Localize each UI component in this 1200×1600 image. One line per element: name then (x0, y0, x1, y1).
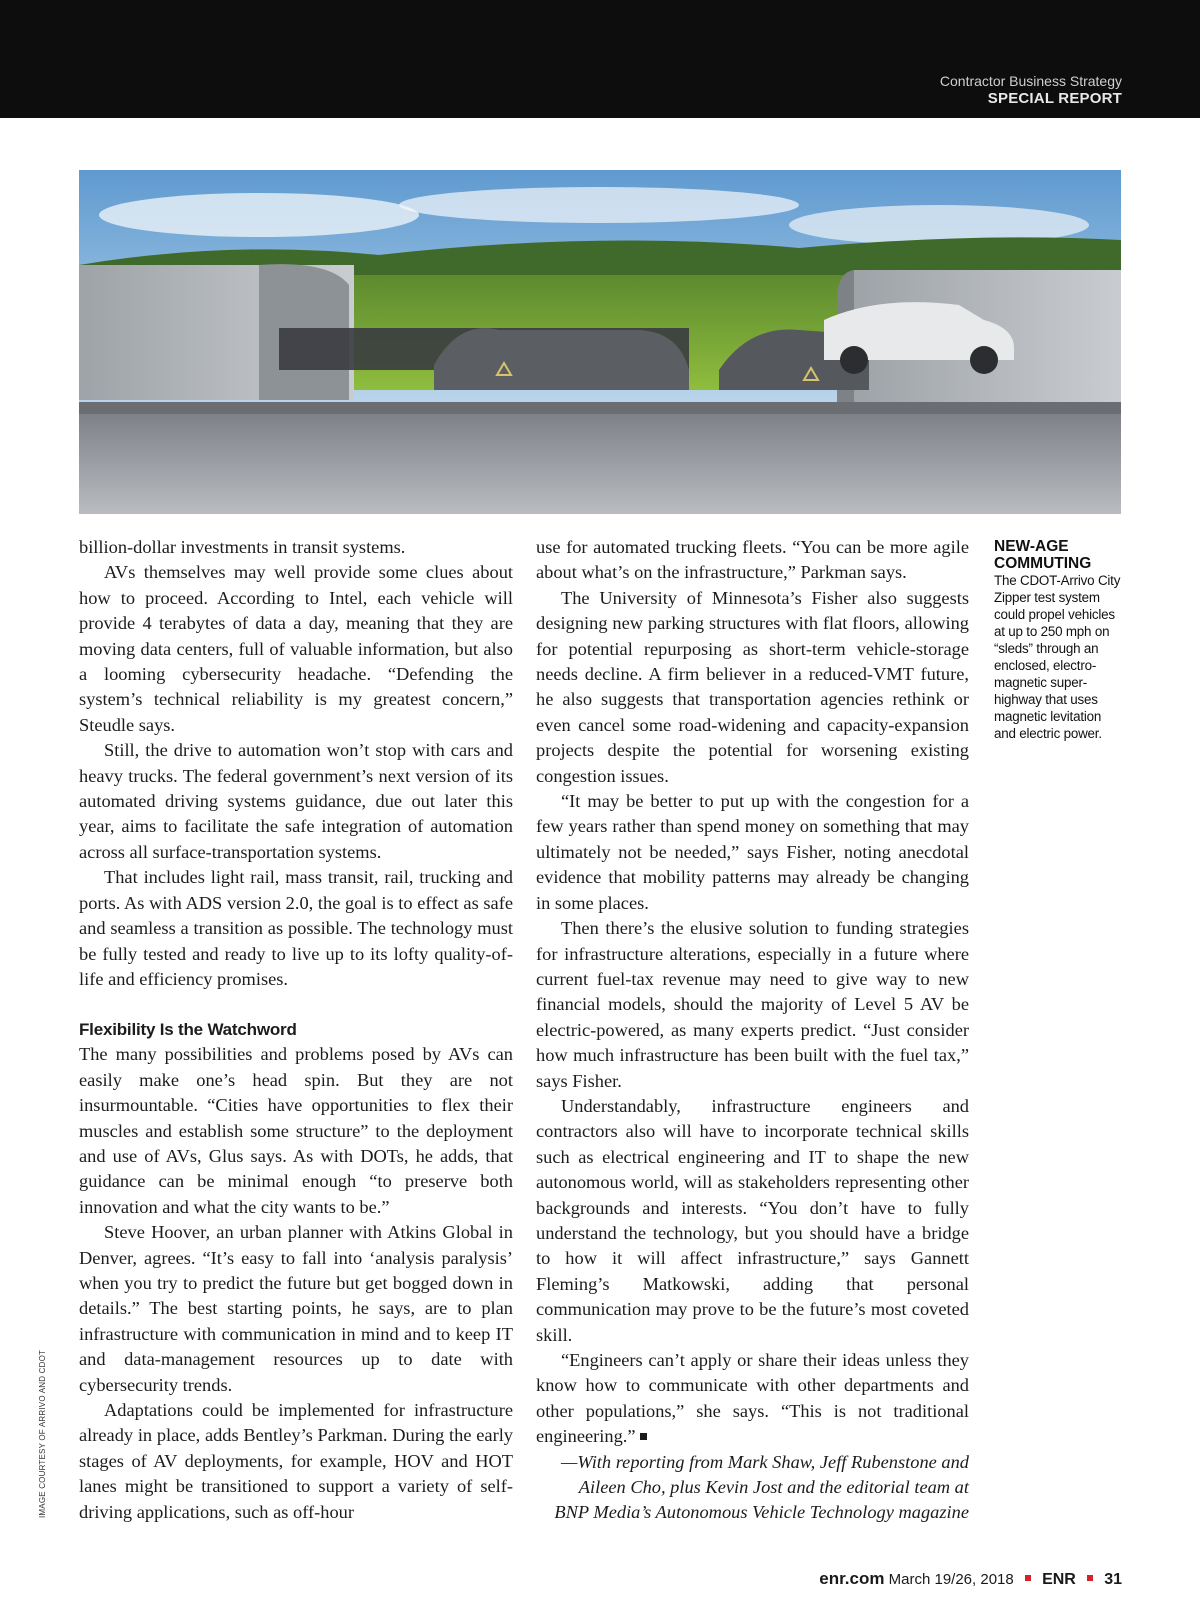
final-paragraph-text: “Engineers can’t apply or share their ideas unless they know how to communicate with other departments and other populations,” she says. “This is not traditional engineering.” (536, 1350, 969, 1447)
footer-date: March 19/26, 2018 (888, 1571, 1014, 1588)
page-footer (819, 1569, 1122, 1589)
separator-square-icon (1087, 1575, 1093, 1581)
section-label (940, 72, 1122, 108)
article-column-1 (79, 535, 513, 1525)
photo-caption (994, 538, 1124, 742)
header-bar (0, 0, 1200, 118)
paragraph: That includes light rail, mass transit, rail, trucking and ports. As with ADS version 2.0, the goal is to effect as safe and seamless a transition as possible. The technology must be fully tested and ready to live up to its lofty quality-of-life and efficiency promises. (79, 867, 513, 989)
credit-line: Aileen Cho, plus Kevin Jost and the editorial team at (578, 1477, 969, 1498)
paragraph: billion-dollar investments in transit systems. (79, 537, 406, 557)
credit-line: —With reporting from Mark Shaw, Jeff Rubenstone and (561, 1451, 969, 1472)
paragraph: AVs themselves may well provide some clues about how to proceed. According to Intel, each vehicle will provide 4 terabytes of data a day, meaning that they are moving data centers, full of valuable information, but also a looming cybersecurity headache. “Defending the system’s technical reliability is my greatest concern,” Steudle says. (79, 562, 513, 735)
paragraph: Adaptations could be implemented for infrastructure already in place, adds Bentley’s Parkman. During the early stages of AV deployments, for example, HOV and HOT lanes might be transitioned to support a variety of self-driving applications, such as off-hour (79, 1400, 513, 1522)
image-credit: IMAGE COURTESY OF ARRIVO AND CDOT (38, 1349, 47, 1518)
page-number: 31 (1104, 1571, 1122, 1588)
separator-square-icon (1025, 1575, 1031, 1581)
paragraph: Still, the drive to automation won’t stop with cars and heavy trucks. The federal government’s next version of its automated driving systems guidance, due out later this year, aims to facilitate the safe integration of automation across all surface-transportation systems. (79, 740, 513, 862)
paragraph: use for automated trucking fleets. “You can be more agile about what’s on the infrastructure,” Parkman says. (536, 537, 969, 583)
paragraph: The University of Minnesota’s Fisher also suggests designing new parking structures with flat floors, allowing for potential repurposing as short-term vehicle-storage needs decline. A firm believer in a reduced-VMT future, he also suggests that transportation agencies rethink or even cancel some road-widening and capacity-expansion projects despite the potential for worsening existing congestion issues. (536, 587, 969, 786)
section-subtitle: Contractor Business Strategy (939, 73, 1122, 89)
credit-line: BNP Media’s Autonomous Vehicle Technology magazine (554, 1502, 969, 1523)
paragraph: “It may be better to put up with the congestion for a few years rather than spend money on something that may ultimately not be needed,” says Fisher, noting anecdotal evidence that mobility patterns may already be changing in some places. (536, 791, 969, 913)
paragraph: Steve Hoover, an urban planner with Atkins Global in Denver, agrees. “It’s easy to fall into ‘analysis paralysis’ when you try to predict the future but get bogged down in details.” The best starting points, he says, are to plan infrastructure with communication in mind and to keep IT and data-management resources up to date with cybersecurity trends. (79, 1222, 513, 1395)
reporting-credit (536, 1450, 969, 1526)
article-column-2 (536, 535, 969, 1526)
end-mark-icon (640, 1433, 647, 1440)
hero-photo (79, 170, 1121, 514)
paragraph: Understandably, infrastructure engineers and contractors also will have to incorporate technical skills such as electrical engineering and IT to shape the new autonomous world, will as stakeholders representing other backgrounds and interests. “You don’t have to fully understand the technology, but you should have a bridge to how it will affect infrastructure,” says Gannett Fleming’s Matkowski, adding that personal communication may prove to be the future’s most coveted skill. (536, 1095, 969, 1345)
footer-magazine: ENR (1042, 1571, 1076, 1588)
section-title: SPECIAL REPORT (987, 90, 1122, 107)
caption-body: The CDOT-Arrivo City Zipper test system could propel vehicles at up to 250 mph on “sleds” through an enclosed, electro-magnetic super-highway that uses magnetic levitation and electric power. (994, 573, 1121, 741)
subheading: Flexibility Is the Watchword (79, 1020, 297, 1040)
paragraph-final (536, 1348, 969, 1450)
caption-title: NEW-AGE COMMUTING (994, 538, 1092, 572)
footer-site: enr.com (819, 1569, 885, 1588)
paragraph: Then there’s the elusive solution to funding strategies for infrastructure alterations, especially in a future where current fuel-tax revenue may need to give way to new financial models, should the majority of Level 5 AV be electric-powered, as many experts predict. “Just consider how much infrastructure has been built with the fuel tax,” says Fisher. (536, 918, 969, 1091)
paragraph: The many possibilities and problems posed by AVs can easily make one’s head spin. But they are not insurmountable. “Cities have opportunities to flex their muscles and establish some structure” to the deployment and use of AVs, Glus says. As with DOTs, he adds, that guidance can be minimal enough “to preserve both innovation and what the city wants to be.” (79, 1044, 513, 1217)
